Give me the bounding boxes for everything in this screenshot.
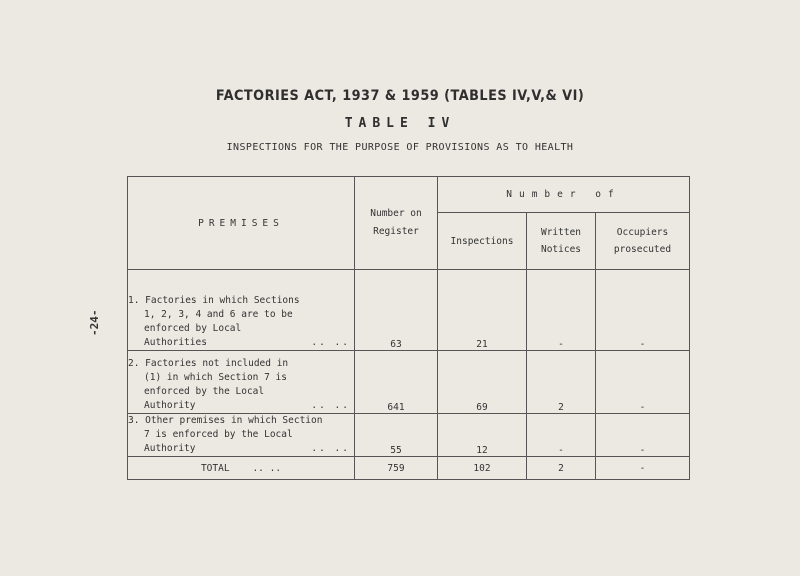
register-cell: 63 (355, 270, 438, 351)
inspections-cell: 21 (438, 270, 527, 351)
dot-leader: .. .. (311, 443, 350, 454)
dot-leader: .. .. (311, 337, 350, 348)
written-notices-cell: 2 (527, 351, 596, 414)
table-label: TABLE IV (344, 116, 456, 131)
table-row (128, 351, 690, 414)
premises-line-last: Authority .. .. (128, 399, 354, 413)
premises-header: PREMISES (128, 177, 355, 270)
occupiers-header: Occupiers prosecuted (596, 213, 690, 270)
register-header: Number on Register (355, 177, 438, 270)
table-row (128, 270, 690, 351)
register-cell: 55 (355, 414, 438, 457)
premises-line: (1) in which Section 7 is (144, 372, 287, 383)
premises-cell (128, 351, 355, 414)
premises-cell (128, 414, 355, 457)
premises-line: 2. Factories not included in (128, 358, 289, 369)
written-notices-cell: - (527, 414, 596, 457)
table-subtitle: INSPECTIONS FOR THE PURPOSE OF PROVISIONS AS TO HEALTH (226, 142, 574, 153)
total-inspections-cell: 102 (438, 457, 527, 480)
written-notices-cell: - (527, 270, 596, 351)
inspections-table (127, 176, 690, 480)
dot-leader: .. .. (252, 462, 282, 474)
total-row (128, 457, 690, 480)
premises-line: 3. Other premises in which Section (128, 415, 323, 426)
total-written-notices-cell: 2 (527, 457, 596, 480)
page-number: -24- (88, 309, 101, 336)
inspections-cell: 69 (438, 351, 527, 414)
dot-leader: .. .. (311, 400, 350, 411)
premises-line-last: Authority .. .. (128, 442, 354, 456)
total-occupiers-cell: - (596, 457, 690, 480)
premises-line: enforced by the Local (144, 386, 265, 397)
document-title: FACTORIES ACT, 1937 & 1959 (TABLES IV,V,& VI) (215, 88, 585, 104)
premises-line: 1. Factories in which Sections (128, 295, 300, 306)
premises-line: 1, 2, 3, 4 and 6 are to be (144, 309, 293, 320)
register-cell: 641 (355, 351, 438, 414)
occupiers-cell: - (596, 270, 690, 351)
total-register-cell: 759 (355, 457, 438, 480)
inspections-header: Inspections (438, 213, 527, 270)
premises-line-last: Authorities .. .. (128, 336, 354, 350)
total-label-cell: TOTAL .. .. (128, 457, 355, 480)
inspections-cell: 12 (438, 414, 527, 457)
occupiers-cell: - (596, 414, 690, 457)
header-row-top (128, 177, 690, 213)
premises-line: enforced by Local (144, 323, 242, 334)
premises-line: 7 is enforced by the Local (144, 429, 293, 440)
occupiers-cell: - (596, 351, 690, 414)
premises-cell (128, 270, 355, 351)
written-notices-header: Written Notices (527, 213, 596, 270)
number-of-header: Number of (438, 177, 690, 213)
table-row (128, 414, 690, 457)
